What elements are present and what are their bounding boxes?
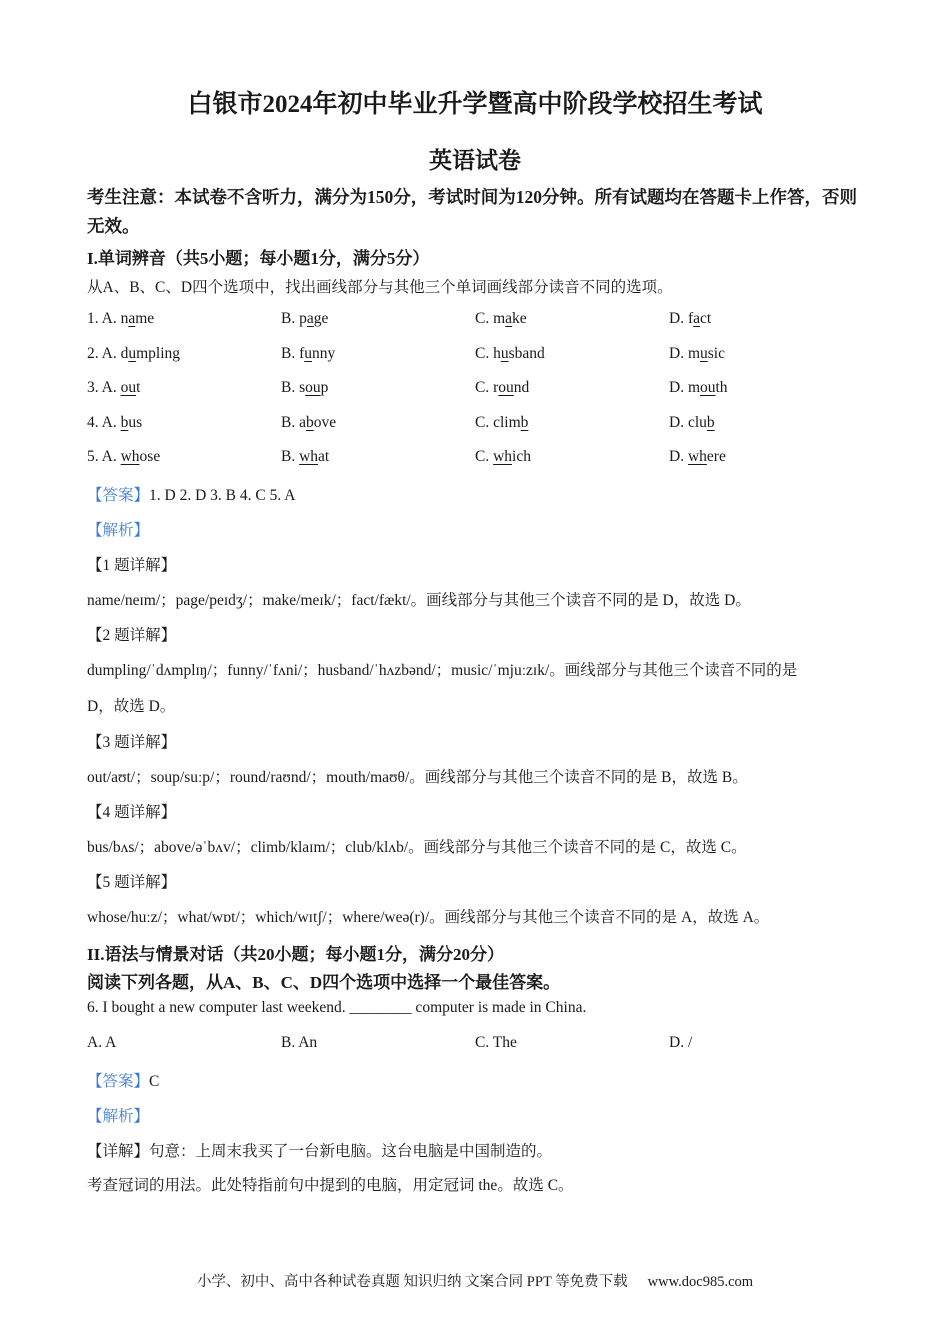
detail-line: whose/huːz/；what/wɒt/；which/wɪtʃ/；where/weə(r)/。画线部分与其他三个读音不同的是 A，故选 A。 bbox=[87, 909, 770, 926]
option-a bbox=[87, 379, 140, 397]
underlined-part: u bbox=[700, 345, 708, 362]
option-d bbox=[669, 310, 711, 328]
option-c bbox=[475, 448, 531, 466]
option-rest: sic bbox=[707, 345, 725, 362]
option-rest: nd bbox=[513, 379, 530, 396]
option-label: 3. A. bbox=[87, 379, 121, 396]
exam-subtitle: 英语试卷 bbox=[429, 148, 521, 173]
option-label: B. bbox=[281, 448, 300, 465]
footer-text: 小学、初中、高中各种试卷真题 知识归纳 文案合同 PPT 等免费下载 bbox=[196, 1274, 628, 1290]
option-label: D. clu bbox=[669, 414, 707, 431]
option-rest: me bbox=[135, 310, 155, 327]
detail-line: name/neɪm/；page/peɪdʒ/；make/meɪk/；fact/fækt/。画线部分与其他三个读音不同的是 D，故选 D。 bbox=[87, 592, 751, 609]
option-b: B. An bbox=[281, 1034, 318, 1051]
option-label: C. bbox=[475, 448, 494, 465]
underlined-part: b bbox=[520, 414, 529, 431]
section1-instruction: 从A、B、C、D四个选项中，找出画线部分与其他三个单词画线部分读音不同的选项。 bbox=[87, 279, 673, 296]
option-rest: t bbox=[136, 379, 141, 396]
answer-text: 1. D 2. D 3. B 4. C 5. A bbox=[149, 487, 296, 504]
underlined-part: wh bbox=[120, 448, 140, 465]
option-rest: ich bbox=[512, 448, 531, 465]
page-footer bbox=[0, 1270, 950, 1291]
detail-head-1: 【1 题详解】 bbox=[87, 557, 177, 574]
underlined-part: u bbox=[304, 345, 312, 362]
option-rest: ge bbox=[313, 310, 329, 327]
option-rest: nny bbox=[312, 345, 336, 362]
option-label: D. bbox=[669, 448, 688, 465]
option-label: 1. A. n bbox=[87, 310, 129, 327]
option-label: B. p bbox=[281, 310, 307, 327]
underlined-part: wh bbox=[299, 448, 319, 465]
option-c bbox=[475, 310, 527, 328]
option-b bbox=[281, 310, 328, 328]
option-label: C. clim bbox=[475, 414, 521, 431]
option-d bbox=[669, 414, 715, 432]
option-d bbox=[669, 345, 725, 363]
answer-text: C bbox=[149, 1073, 160, 1090]
answer-tag: 【答案】 bbox=[87, 1073, 150, 1090]
option-label: B. s bbox=[281, 379, 306, 396]
option-d bbox=[669, 448, 726, 466]
underlined-part: u bbox=[500, 345, 509, 362]
question-6-options bbox=[87, 1034, 867, 1056]
option-b bbox=[281, 345, 335, 363]
underlined-part: a bbox=[505, 310, 513, 327]
option-label: B. a bbox=[281, 414, 306, 431]
option-rest: ct bbox=[700, 310, 712, 327]
underlined-part: a bbox=[128, 310, 136, 327]
option-a bbox=[87, 414, 142, 432]
answer-tag: 【答案】 bbox=[87, 487, 150, 504]
option-label: C. m bbox=[475, 310, 506, 327]
option-c bbox=[475, 414, 528, 432]
question-1-options bbox=[87, 310, 867, 332]
option-label: D. m bbox=[669, 345, 700, 362]
footer-url[interactable]: www.doc985.com bbox=[647, 1274, 754, 1290]
option-rest: at bbox=[318, 448, 330, 465]
option-c: C. The bbox=[475, 1034, 517, 1051]
analysis-tag: 【解析】 bbox=[87, 522, 150, 539]
detail-text: 句意：上周末我买了一台新电脑。这台电脑是中国制造的。 bbox=[149, 1143, 553, 1160]
option-rest: th bbox=[715, 379, 728, 396]
option-label: C. r bbox=[475, 379, 499, 396]
option-rest: ove bbox=[313, 414, 337, 431]
option-label: D. m bbox=[669, 379, 700, 396]
underlined-part: wh bbox=[493, 448, 513, 465]
option-label: 5. A. bbox=[87, 448, 121, 465]
detail-tag: 【详解】 bbox=[87, 1143, 150, 1160]
question-4-options bbox=[87, 414, 867, 436]
detail-head-2: 【2 题详解】 bbox=[87, 627, 177, 644]
option-label: 4. A. bbox=[87, 414, 121, 431]
question-5-options bbox=[87, 448, 867, 470]
option-label: 2. A. d bbox=[87, 345, 129, 362]
option-b bbox=[281, 414, 336, 432]
option-rest: p bbox=[320, 379, 329, 396]
detail-line: D，故选 D。 bbox=[87, 698, 176, 715]
exam-notice: 考生注意：本试卷不含听力，满分为150分，考试时间为120分钟。所有试题均在答题卡上作答，否则无效。 bbox=[87, 187, 857, 236]
section2-instruction: 阅读下列各题，从A、B、C、D四个选项中选择一个最佳答案。 bbox=[87, 973, 561, 992]
option-b bbox=[281, 379, 328, 397]
detail-head-3: 【3 题详解】 bbox=[87, 734, 177, 751]
underlined-part: ou bbox=[700, 379, 716, 396]
underlined-part: a bbox=[306, 310, 314, 327]
option-rest: ke bbox=[512, 310, 527, 327]
option-d: D. / bbox=[669, 1034, 693, 1051]
underlined-part: wh bbox=[687, 448, 707, 465]
underlined-part: b bbox=[305, 414, 314, 431]
option-rest: ere bbox=[706, 448, 726, 465]
option-c bbox=[475, 345, 545, 363]
option-label: C. h bbox=[475, 345, 501, 362]
question-3-options bbox=[87, 379, 867, 401]
detail-line: dumpling/ˈdʌmplɪŋ/；funny/ˈfʌni/；husband/ˈhʌzbənd/；music/ˈmjuːzɪk/。画线部分与其他三个读音不同的是 bbox=[87, 662, 798, 679]
option-rest: mpling bbox=[136, 345, 181, 362]
underlined-part: b bbox=[706, 414, 715, 431]
underlined-part: a bbox=[693, 310, 700, 327]
option-label: D. f bbox=[669, 310, 694, 327]
option-a: A. A bbox=[87, 1034, 117, 1051]
underlined-part: u bbox=[128, 345, 137, 362]
option-a bbox=[87, 345, 180, 363]
detail-line bbox=[87, 1139, 552, 1161]
option-rest: us bbox=[128, 414, 143, 431]
explanation-line: 考查冠词的用法。此处特指前句中提到的电脑，用定冠词 the。故选 C。 bbox=[87, 1177, 574, 1194]
underlined-part: b bbox=[120, 414, 129, 431]
question-6-stem: 6. I bought a new computer last weekend. ________ computer is made in China. bbox=[87, 999, 587, 1016]
option-d bbox=[669, 379, 728, 397]
question-2-options bbox=[87, 345, 867, 367]
option-b bbox=[281, 448, 329, 466]
option-a bbox=[87, 448, 160, 466]
detail-head-4: 【4 题详解】 bbox=[87, 804, 177, 821]
underlined-part: ou bbox=[120, 379, 137, 396]
option-a bbox=[87, 310, 154, 328]
exam-title: 白银市2024年初中毕业升学暨高中阶段学校招生考试 bbox=[187, 91, 763, 118]
option-c bbox=[475, 379, 529, 397]
option-label: B. f bbox=[281, 345, 305, 362]
underlined-part: ou bbox=[498, 379, 514, 396]
underlined-part: ou bbox=[305, 379, 321, 396]
option-rest: ose bbox=[139, 448, 161, 465]
detail-line: out/aʊt/；soup/suːp/；round/raʊnd/；mouth/maʊθ/。画线部分与其他三个读音不同的是 B，故选 B。 bbox=[87, 769, 748, 786]
option-rest: sband bbox=[508, 345, 545, 362]
detail-head-5: 【5 题详解】 bbox=[87, 874, 177, 891]
answer-line bbox=[87, 483, 295, 505]
section1-heading: I.单词辨音（共5小题；每小题1分，满分5分） bbox=[87, 249, 430, 268]
answer-line-2 bbox=[87, 1069, 159, 1091]
detail-line: bus/bʌs/；above/əˈbʌv/；climb/klaɪm/；club/klʌb/。画线部分与其他三个读音不同的是 C，故选 C。 bbox=[87, 839, 747, 856]
analysis-tag: 【解析】 bbox=[87, 1108, 150, 1125]
section2-heading: II.语法与情景对话（共20小题；每小题1分，满分20分） bbox=[87, 945, 504, 964]
